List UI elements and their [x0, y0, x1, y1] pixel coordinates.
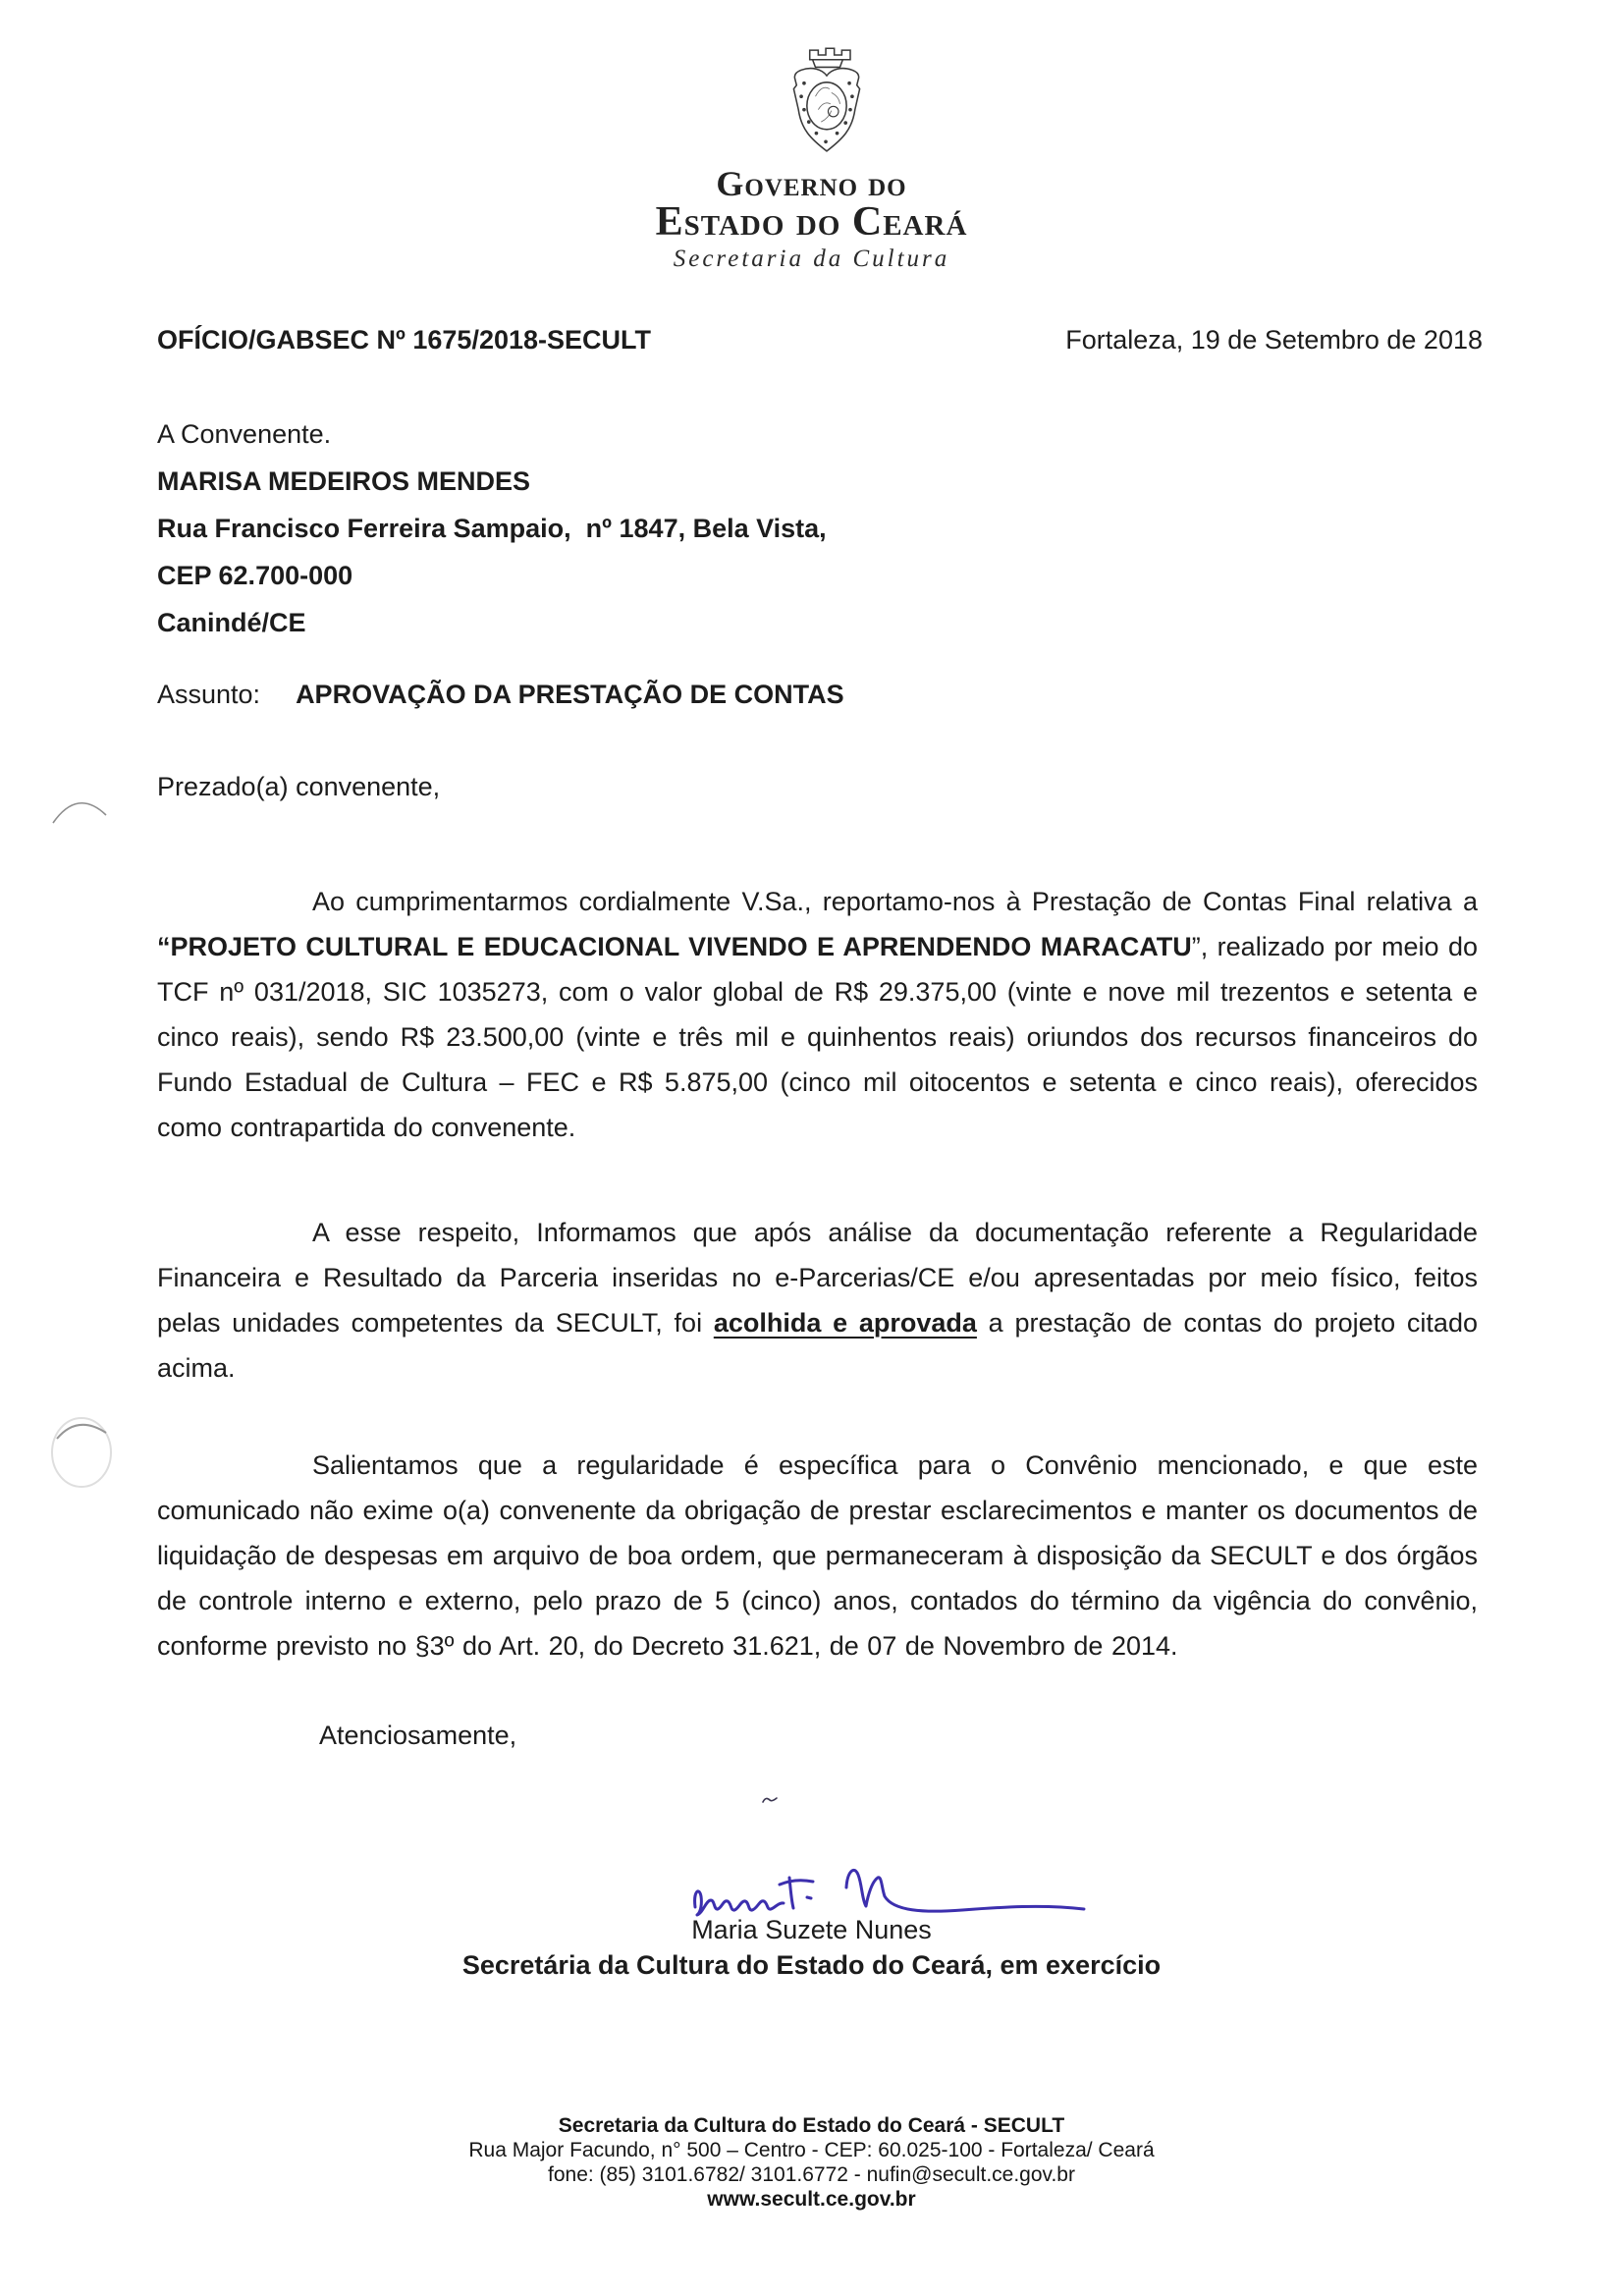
org-name-line1: Governo do [716, 164, 907, 203]
reference-row [157, 325, 1483, 355]
paragraph-2 [157, 1210, 1478, 1391]
signatory-role: Secretária da Cultura do Estado do Ceará, em exercício [461, 1950, 1162, 1980]
scan-circle-artifact-middle [45, 1412, 118, 1491]
closing-salutation: Atenciosamente, [319, 1721, 517, 1750]
document-number: OFÍCIO/GABSEC Nº 1675/2018-SECULT [157, 325, 651, 355]
footer-block [0, 2113, 1623, 2212]
ceara-coat-of-arms-icon [780, 43, 874, 159]
project-title: “PROJETO CULTURAL E EDUCACIONAL VIVENDO E APRENDENDO MARACATU [157, 932, 1192, 961]
greeting: Prezado(a) convenente, [157, 772, 441, 801]
paragraph-2-continuation: a prestação de contas do projeto citado acima. [157, 1308, 1478, 1383]
recipient-street: Rua Francisco Ferreira Sampaio, nº 1847, Bela Vista, [157, 514, 827, 543]
place-and-date: Fortaleza, 19 de Setembro de 2018 [1065, 325, 1483, 355]
scan-arc-artifact-upper [49, 786, 112, 829]
org-name-line2: Estado do Ceará [655, 199, 968, 245]
recipient-cep: CEP 62.700-000 [157, 561, 353, 590]
subject-row [157, 680, 844, 710]
recipient-city: Canindé/CE [157, 608, 306, 637]
signatory-name: Maria Suzete Nunes [691, 1915, 932, 1944]
paragraph-3: Salientamos que a regularidade é específica para o Convênio mencionado, e que este comunicado não exime o(a) convenente da obrigação de prestar esclarecimentos e manter os documentos de liquidação de despesas em arquivo de boa ordem, que permaneceram à disposição da SECULT e dos órgãos de controle interno e externo, pelo prazo de 5 (cinco) anos, contados do término da vigência do convênio, conforme previsto no §3º do Art. 20, do Decreto 31.621, de 07 de Novembro de 2014. [157, 1450, 1478, 1661]
approval-highlight: acolhida e aprovada [713, 1308, 977, 1338]
footer-org: Secretaria da Cultura do Estado do Ceará - SECULT [558, 2114, 1065, 2137]
paragraph-1-continuation: ”, realizado por meio do TCF nº 031/2018, SIC 1035273, com o valor global de R$ 29.375,00 (vinte e nove mil trezentos e setenta e cinco reais), sendo R$ 23.500,00 (vinte e três mil e quinhentos reais) oriundos dos recursos financeiros do Fundo Estadual de Cultura – FEC e R$ 5.875,00 (cinco mil oitocentos e setenta e cinco reais), oferecidos como contrapartida do convenente. [157, 932, 1478, 1142]
paragraph-1 [157, 879, 1478, 1150]
subject-title: APROVAÇÃO DA PRESTAÇÃO DE CONTAS [296, 680, 844, 709]
recipient-block [157, 410, 827, 646]
paragraph-2-text: A esse respeito, Informamos que após análise da documentação referente a Regularidade Financeira e Resultado da Parceria inseridas no e-Parcerias/CE e/ou apresentadas por meio físico, feitos pelas unidades competentes da SECULT, foi [157, 1218, 1478, 1338]
recipient-name: MARISA MEDEIROS MENDES [157, 466, 531, 496]
recipient-intro: A Convenente. [157, 419, 332, 449]
pen-tick-mark [761, 1793, 779, 1805]
org-department: Secretaria da Cultura [673, 246, 950, 272]
paragraph-1-text: Ao cumprimentarmos cordialmente V.Sa., reportamo-nos à Prestação de Contas Final relativa a [312, 887, 1478, 916]
subject-label: Assunto: [157, 680, 261, 709]
footer-phone-email: fone: (85) 3101.6782/ 3101.6772 - nufin@secult.ce.gov.br [548, 2163, 1075, 2186]
footer-address: Rua Major Facundo, n° 500 – Centro - CEP: 60.025-100 - Fortaleza/ Ceará [468, 2139, 1155, 2161]
footer-website: www.secult.ce.gov.br [707, 2188, 916, 2211]
